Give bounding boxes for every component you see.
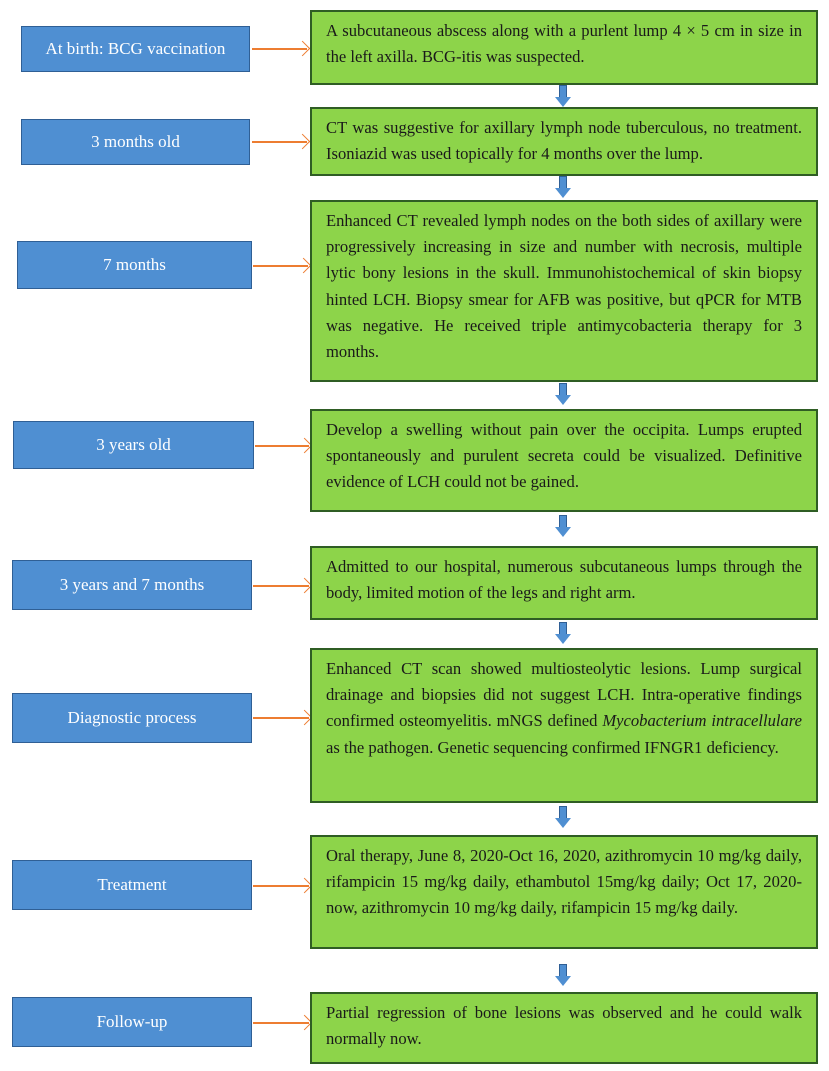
connector-arrow-7 [253, 885, 309, 887]
step-content-3-years-old [310, 409, 818, 512]
step-content-text: Develop a swelling without pain over the occipita. Lumps erupted spontaneously and purulent secreta could be visualized. Definitive evidence of LCH could not be gained. [326, 420, 802, 492]
down-arrow-7 [555, 964, 571, 986]
step-content-diagnostic-process [310, 648, 818, 803]
connector-arrow-8 [253, 1022, 309, 1024]
step-label-treatment [12, 860, 252, 910]
step-label-3-years-7-months [12, 560, 252, 610]
step-label-text: 7 months [103, 255, 166, 274]
step-label-text: 3 years and 7 months [59, 575, 205, 594]
connector-arrow-6 [253, 717, 309, 719]
step-label-at-birth [21, 26, 250, 72]
down-arrow-1 [555, 85, 571, 107]
step-content-text: Admitted to our hospital, numerous subcutaneous lumps through the body, limited motion of the legs and right arm. [326, 557, 802, 603]
step-label-text: Diagnostic process [67, 708, 197, 727]
step-content-treatment [310, 835, 818, 949]
step-content-text: Enhanced CT revealed lymph nodes on the both sides of axillary were progressively increasing in size and number with necrosis, multiple lytic bony lesions in the skull. Immunohistochemical of skin biopsy hinted LCH. Biopsy smear for AFB was positive, but qPCR for MTB was negative. He received triple antimycobacteria therapy for 3 months. [326, 211, 802, 362]
step-label-text: 3 years old [96, 435, 171, 454]
down-arrow-6 [555, 806, 571, 828]
step-content-text: CT was suggestive for axillary lymph node tuberculous, no treatment. Isoniazid was used topically for 4 months over the lump. [326, 118, 802, 164]
step-label-7-months [17, 241, 252, 289]
step-label-3-months-old [21, 119, 250, 165]
step-label-follow-up [12, 997, 252, 1047]
step-label-3-years-old [13, 421, 254, 469]
step-content-text: Enhanced CT scan showed multiosteolytic lesions. Lump surgical drainage and biopsies did not suggest LCH. Intra-operative findings confirmed osteomyelitis. mNGS defined [326, 659, 802, 731]
connector-arrow-1 [252, 48, 307, 50]
step-content-text: as the pathogen. Genetic sequencing confirmed IFNGR1 deficiency. [326, 737, 779, 757]
down-arrow-3 [555, 383, 571, 405]
connector-arrow-3 [253, 265, 308, 267]
step-label-text: 3 months old [91, 132, 180, 151]
step-content-at-birth [310, 10, 818, 85]
step-label-text: At birth: BCG vaccination [45, 39, 226, 58]
connector-arrow-2 [252, 141, 307, 143]
step-label-text: Treatment [97, 875, 167, 894]
step-content-text: Partial regression of bone lesions was observed and he could walk normally now. [326, 1003, 802, 1049]
connector-arrow-4 [255, 445, 309, 447]
down-arrow-4 [555, 515, 571, 537]
step-content-text: A subcutaneous abscess along with a purlent lump 4 × 5 cm in size in the left axilla. BCG-itis was suspected. [326, 21, 802, 67]
step-content-3-years-7-months [310, 546, 818, 620]
step-content-3-months-old [310, 107, 818, 176]
down-arrow-5 [555, 622, 571, 644]
connector-arrow-5 [253, 585, 309, 587]
pathogen-name: Mycobacterium intracellulare [602, 711, 802, 731]
step-label-text: Follow-up [96, 1012, 168, 1031]
step-content-7-months [310, 200, 818, 382]
step-label-diagnostic-process [12, 693, 252, 743]
step-content-text: Oral therapy, June 8, 2020-Oct 16, 2020, azithromycin 10 mg/kg daily, rifampicin 15 mg/kg daily, ethambutol 15mg/kg daily; Oct 17, 2020-now, azithromycin 10 mg/kg daily, rifampicin 15 mg/kg daily. [326, 846, 802, 918]
step-content-follow-up [310, 992, 818, 1064]
down-arrow-2 [555, 176, 571, 198]
